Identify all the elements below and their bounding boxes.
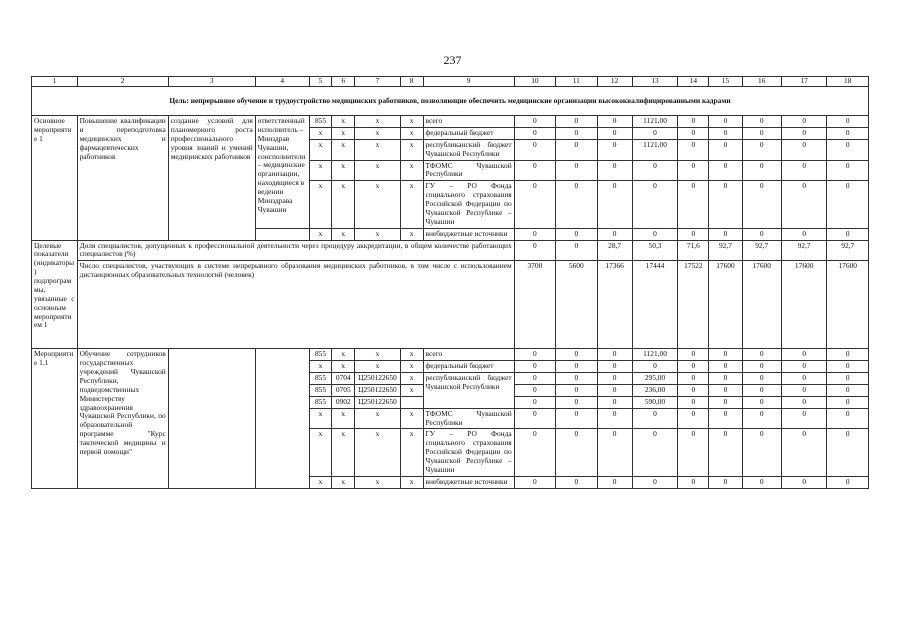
value-cell: 0: [781, 127, 827, 139]
value-cell: 295,00: [632, 373, 678, 385]
goal-text: Цель: непрерывное обучение и трудоустройство медицинских работников, позволяющие обеспечить медицинские организации высококвалифицированными кадрами: [32, 87, 869, 116]
column-number: 9: [423, 77, 514, 87]
target-article: x: [355, 181, 401, 228]
table-row: [32, 240, 869, 261]
column-number: 4: [255, 77, 309, 87]
value-cell: 0: [781, 476, 827, 488]
value-cell: 0: [597, 476, 632, 488]
value-cell: 71,6: [678, 240, 709, 261]
target-article: Ц250122650: [355, 396, 401, 408]
goal-row: [32, 87, 869, 116]
value-cell: 0: [678, 396, 709, 408]
value-cell: 0: [742, 408, 781, 429]
event-description: Обучение сотрудников государственных учреждений Чувашской Республики, подведомственных Министерству здравоохранения Чувашской Республики, по образовательной программе "Курс тактической медицины и первой помощи": [77, 349, 168, 488]
grbs-code: 855: [309, 116, 332, 128]
value-cell: 0: [678, 349, 709, 361]
value-cell: 0: [678, 127, 709, 139]
program-table: [31, 76, 869, 489]
value-cell: 0: [781, 160, 827, 181]
section-code: x: [332, 116, 355, 128]
funding-source: всего: [423, 116, 514, 128]
value-cell: 0: [827, 139, 869, 160]
section-code: x: [332, 181, 355, 228]
value-cell: 3700: [514, 261, 555, 349]
value-cell: 0: [742, 160, 781, 181]
value-cell: 590,00: [632, 396, 678, 408]
value-cell: 0: [678, 373, 709, 385]
value-cell: 1121,00: [632, 116, 678, 128]
funding-source: внебюджетные источники: [423, 476, 514, 488]
value-cell: 0: [556, 160, 597, 181]
value-cell: 0: [709, 429, 742, 476]
value-cell: 0: [781, 349, 827, 361]
column-number: 14: [678, 77, 709, 87]
value-cell: 0: [709, 396, 742, 408]
target-article: x: [355, 139, 401, 160]
value-cell: 0: [709, 116, 742, 128]
target-article: x: [355, 349, 401, 361]
table-row: [32, 116, 869, 128]
grbs-code: 855: [309, 349, 332, 361]
value-cell: 0: [742, 116, 781, 128]
value-cell: 0: [556, 127, 597, 139]
value-cell: 0: [556, 396, 597, 408]
value-cell: 17600: [827, 261, 869, 349]
value-cell: 0: [632, 429, 678, 476]
value-cell: 0: [781, 228, 827, 240]
value-cell: 0: [781, 116, 827, 128]
value-cell: 0: [709, 127, 742, 139]
value-cell: 0: [678, 139, 709, 160]
value-cell: 1121,00: [632, 349, 678, 361]
column-number: 16: [742, 77, 781, 87]
value-cell: 17522: [678, 261, 709, 349]
value-cell: 0: [597, 349, 632, 361]
value-cell: 0: [597, 228, 632, 240]
value-cell: 0: [709, 160, 742, 181]
section-code: x: [332, 476, 355, 488]
column-number: 10: [514, 77, 555, 87]
funding-source: всего: [423, 349, 514, 361]
value-cell: 0: [597, 396, 632, 408]
grbs-code: x: [309, 429, 332, 476]
section-code: x: [332, 127, 355, 139]
section-code: x: [332, 160, 355, 181]
section-code: x: [332, 408, 355, 429]
value-cell: 0: [678, 384, 709, 396]
value-cell: 0: [709, 181, 742, 228]
expense-group: x: [400, 476, 423, 488]
grbs-code: x: [309, 181, 332, 228]
value-cell: 0: [781, 396, 827, 408]
table-row: [32, 261, 869, 349]
funding-source: ГУ – РО Фонда социального страхования Российской Федерации по Чувашской Республике – Чувашии: [423, 429, 514, 476]
expense-group: x: [400, 160, 423, 181]
value-cell: 92,7: [709, 240, 742, 261]
column-number: 17: [781, 77, 827, 87]
value-cell: 0: [827, 408, 869, 429]
target-article: x: [355, 116, 401, 128]
value-cell: 0: [556, 181, 597, 228]
value-cell: 0: [514, 429, 555, 476]
value-cell: 0: [556, 228, 597, 240]
event-executor: ответственный исполнитель – Минздрав Чувашии, соисполнители – медицинские организации, находящиеся в ведении Минздрава Чувашии: [255, 116, 309, 229]
value-cell: 0: [709, 139, 742, 160]
value-cell: 0: [781, 373, 827, 385]
value-cell: 0: [514, 181, 555, 228]
value-cell: 0: [742, 396, 781, 408]
expense-group: x: [400, 228, 423, 240]
value-cell: 0: [556, 139, 597, 160]
value-cell: 0: [597, 139, 632, 160]
value-cell: 17600: [709, 261, 742, 349]
target-article: x: [355, 361, 401, 373]
indicator-name: Число специалистов, участвующих в системе непрерывного образования медицинских работников, в том числе с использованием дистанционных образовательных технологий (человек): [77, 261, 514, 349]
value-cell: 0: [514, 240, 555, 261]
value-cell: 0: [514, 476, 555, 488]
value-cell: 0: [742, 361, 781, 373]
value-cell: 0: [678, 160, 709, 181]
value-cell: 0: [781, 181, 827, 228]
column-number: 11: [556, 77, 597, 87]
grbs-code: x: [309, 127, 332, 139]
expense-group: x: [400, 349, 423, 361]
grbs-code: x: [309, 361, 332, 373]
value-cell: 0: [742, 384, 781, 396]
value-cell: 0: [632, 127, 678, 139]
value-cell: 0: [556, 408, 597, 429]
value-cell: 0: [597, 408, 632, 429]
column-number: 13: [632, 77, 678, 87]
page-number: 237: [443, 53, 462, 67]
value-cell: 0: [827, 373, 869, 385]
value-cell: 0: [709, 373, 742, 385]
value-cell: 0: [514, 349, 555, 361]
target-article: x: [355, 228, 401, 240]
section-code: x: [332, 349, 355, 361]
expense-group: [400, 396, 423, 408]
value-cell: 0: [597, 127, 632, 139]
value-cell: 0: [709, 349, 742, 361]
value-cell: 0: [514, 160, 555, 181]
column-number: 18: [827, 77, 869, 87]
value-cell: 0: [632, 476, 678, 488]
grbs-code: x: [309, 476, 332, 488]
section-code: x: [332, 361, 355, 373]
value-cell: 92,7: [742, 240, 781, 261]
value-cell: 0: [632, 361, 678, 373]
value-cell: 0: [709, 361, 742, 373]
column-number-row: [32, 77, 869, 87]
value-cell: 0: [678, 429, 709, 476]
value-cell: 0: [632, 181, 678, 228]
value-cell: 0: [827, 384, 869, 396]
value-cell: 0: [781, 408, 827, 429]
target-article: x: [355, 476, 401, 488]
value-cell: 236,00: [632, 384, 678, 396]
expense-group: x: [400, 127, 423, 139]
funding-source: ТФОМС Чувашской Республики: [423, 408, 514, 429]
section-code: 0902: [332, 396, 355, 408]
indicator-name: Доля специалистов, допущенных к профессиональной деятельности через процедуру аккредитации, в общем количестве работающих специалистов (%): [77, 240, 514, 261]
funding-source: республиканский бюджет Чувашской Республики: [423, 139, 514, 160]
grbs-code: 855: [309, 373, 332, 385]
value-cell: 0: [556, 240, 597, 261]
expense-group: x: [400, 384, 423, 396]
value-cell: 1121,00: [632, 139, 678, 160]
target-article: x: [355, 127, 401, 139]
value-cell: 0: [709, 476, 742, 488]
target-article: Ц250122650: [355, 384, 401, 396]
value-cell: 0: [827, 349, 869, 361]
value-cell: 0: [781, 384, 827, 396]
value-cell: 0: [632, 160, 678, 181]
value-cell: 0: [597, 181, 632, 228]
targets-label: Целевые показатели (индикаторы) подпрограммы, увязанные с основным мероприятием 1: [32, 240, 78, 349]
value-cell: 17366: [597, 261, 632, 349]
value-cell: 0: [827, 116, 869, 128]
value-cell: 0: [742, 373, 781, 385]
value-cell: 0: [556, 429, 597, 476]
expense-group: x: [400, 408, 423, 429]
value-cell: 92,7: [827, 240, 869, 261]
column-number: 15: [709, 77, 742, 87]
column-number: 1: [32, 77, 78, 87]
section-code: x: [332, 228, 355, 240]
column-number: 6: [332, 77, 355, 87]
section-code: x: [332, 139, 355, 160]
value-cell: 0: [742, 429, 781, 476]
value-cell: 0: [742, 127, 781, 139]
event-name: Мероприятие 1.1: [32, 349, 78, 488]
grbs-code: x: [309, 408, 332, 429]
value-cell: 0: [556, 384, 597, 396]
value-cell: 0: [742, 349, 781, 361]
value-cell: 28,7: [597, 240, 632, 261]
table-row: [32, 349, 869, 361]
value-cell: 0: [514, 396, 555, 408]
value-cell: 0: [678, 361, 709, 373]
value-cell: 92,7: [781, 240, 827, 261]
value-cell: 0: [742, 476, 781, 488]
value-cell: 0: [597, 373, 632, 385]
value-cell: 0: [709, 408, 742, 429]
value-cell: 0: [827, 127, 869, 139]
column-number: 12: [597, 77, 632, 87]
value-cell: 0: [781, 361, 827, 373]
value-cell: 0: [742, 139, 781, 160]
value-cell: 0: [678, 116, 709, 128]
empty-cell: [168, 349, 255, 488]
section-code: x: [332, 429, 355, 476]
value-cell: 0: [742, 228, 781, 240]
funding-source: федеральный бюджет: [423, 127, 514, 139]
grbs-code: 855: [309, 396, 332, 408]
value-cell: 0: [514, 408, 555, 429]
grbs-code: x: [309, 228, 332, 240]
grbs-code: 855: [309, 384, 332, 396]
funding-source: федеральный бюджет: [423, 361, 514, 373]
value-cell: 0: [597, 160, 632, 181]
target-article: x: [355, 160, 401, 181]
value-cell: 0: [678, 408, 709, 429]
value-cell: 0: [827, 361, 869, 373]
value-cell: 50,3: [632, 240, 678, 261]
expense-group: x: [400, 361, 423, 373]
value-cell: 17600: [742, 261, 781, 349]
target-article: Ц250122650: [355, 373, 401, 385]
funding-source: республиканский бюджет Чувашской Республики: [423, 373, 514, 409]
target-article: x: [355, 429, 401, 476]
event-goal: создание условий для планомерного роста профессионального уровня знаний и умений медицинских работников: [168, 116, 255, 241]
value-cell: 0: [827, 160, 869, 181]
value-cell: 0: [597, 116, 632, 128]
expense-group: x: [400, 139, 423, 160]
value-cell: 0: [827, 429, 869, 476]
value-cell: 0: [781, 429, 827, 476]
value-cell: 0: [514, 127, 555, 139]
value-cell: 0: [514, 361, 555, 373]
column-number: 7: [355, 77, 401, 87]
value-cell: 0: [742, 181, 781, 228]
column-number: 3: [168, 77, 255, 87]
column-number: 5: [309, 77, 332, 87]
value-cell: 0: [632, 408, 678, 429]
value-cell: 0: [678, 228, 709, 240]
value-cell: 0: [514, 116, 555, 128]
expense-group: x: [400, 116, 423, 128]
value-cell: 0: [678, 181, 709, 228]
value-cell: 0: [556, 373, 597, 385]
event-name: Основное мероприятие 1: [32, 116, 78, 241]
value-cell: 0: [556, 476, 597, 488]
funding-source: ГУ – РО Фонда социального страхования Российской Федерации по Чувашской Республике – Чувашии: [423, 181, 514, 228]
value-cell: 0: [556, 361, 597, 373]
value-cell: 0: [514, 228, 555, 240]
grbs-code: x: [309, 160, 332, 181]
value-cell: 0: [678, 476, 709, 488]
value-cell: 17600: [781, 261, 827, 349]
target-article: x: [355, 408, 401, 429]
expense-group: x: [400, 181, 423, 228]
value-cell: 0: [827, 181, 869, 228]
grbs-code: x: [309, 139, 332, 160]
expense-group: x: [400, 373, 423, 385]
value-cell: 0: [709, 228, 742, 240]
value-cell: 0: [556, 349, 597, 361]
value-cell: 0: [632, 228, 678, 240]
value-cell: 0: [597, 361, 632, 373]
value-cell: 17444: [632, 261, 678, 349]
value-cell: 0: [597, 384, 632, 396]
value-cell: 0: [514, 139, 555, 160]
value-cell: 0: [827, 476, 869, 488]
value-cell: 0: [709, 384, 742, 396]
column-number: 2: [77, 77, 168, 87]
empty-cell: [255, 228, 309, 240]
value-cell: 0: [597, 429, 632, 476]
column-number: 8: [400, 77, 423, 87]
section-code: 0705: [332, 384, 355, 396]
expense-group: x: [400, 429, 423, 476]
value-cell: 0: [827, 228, 869, 240]
value-cell: 0: [556, 116, 597, 128]
empty-cell: [255, 349, 309, 488]
value-cell: 0: [514, 384, 555, 396]
event-description: Повышение квалификации и переподготовка медицинских и фармацевтических работников: [77, 116, 168, 241]
funding-source: внебюджетные источники: [423, 228, 514, 240]
value-cell: 0: [827, 396, 869, 408]
value-cell: 0: [514, 373, 555, 385]
funding-source: ТФОМС Чувашской Республики: [423, 160, 514, 181]
section-code: 0704: [332, 373, 355, 385]
value-cell: 5600: [556, 261, 597, 349]
value-cell: 0: [781, 139, 827, 160]
